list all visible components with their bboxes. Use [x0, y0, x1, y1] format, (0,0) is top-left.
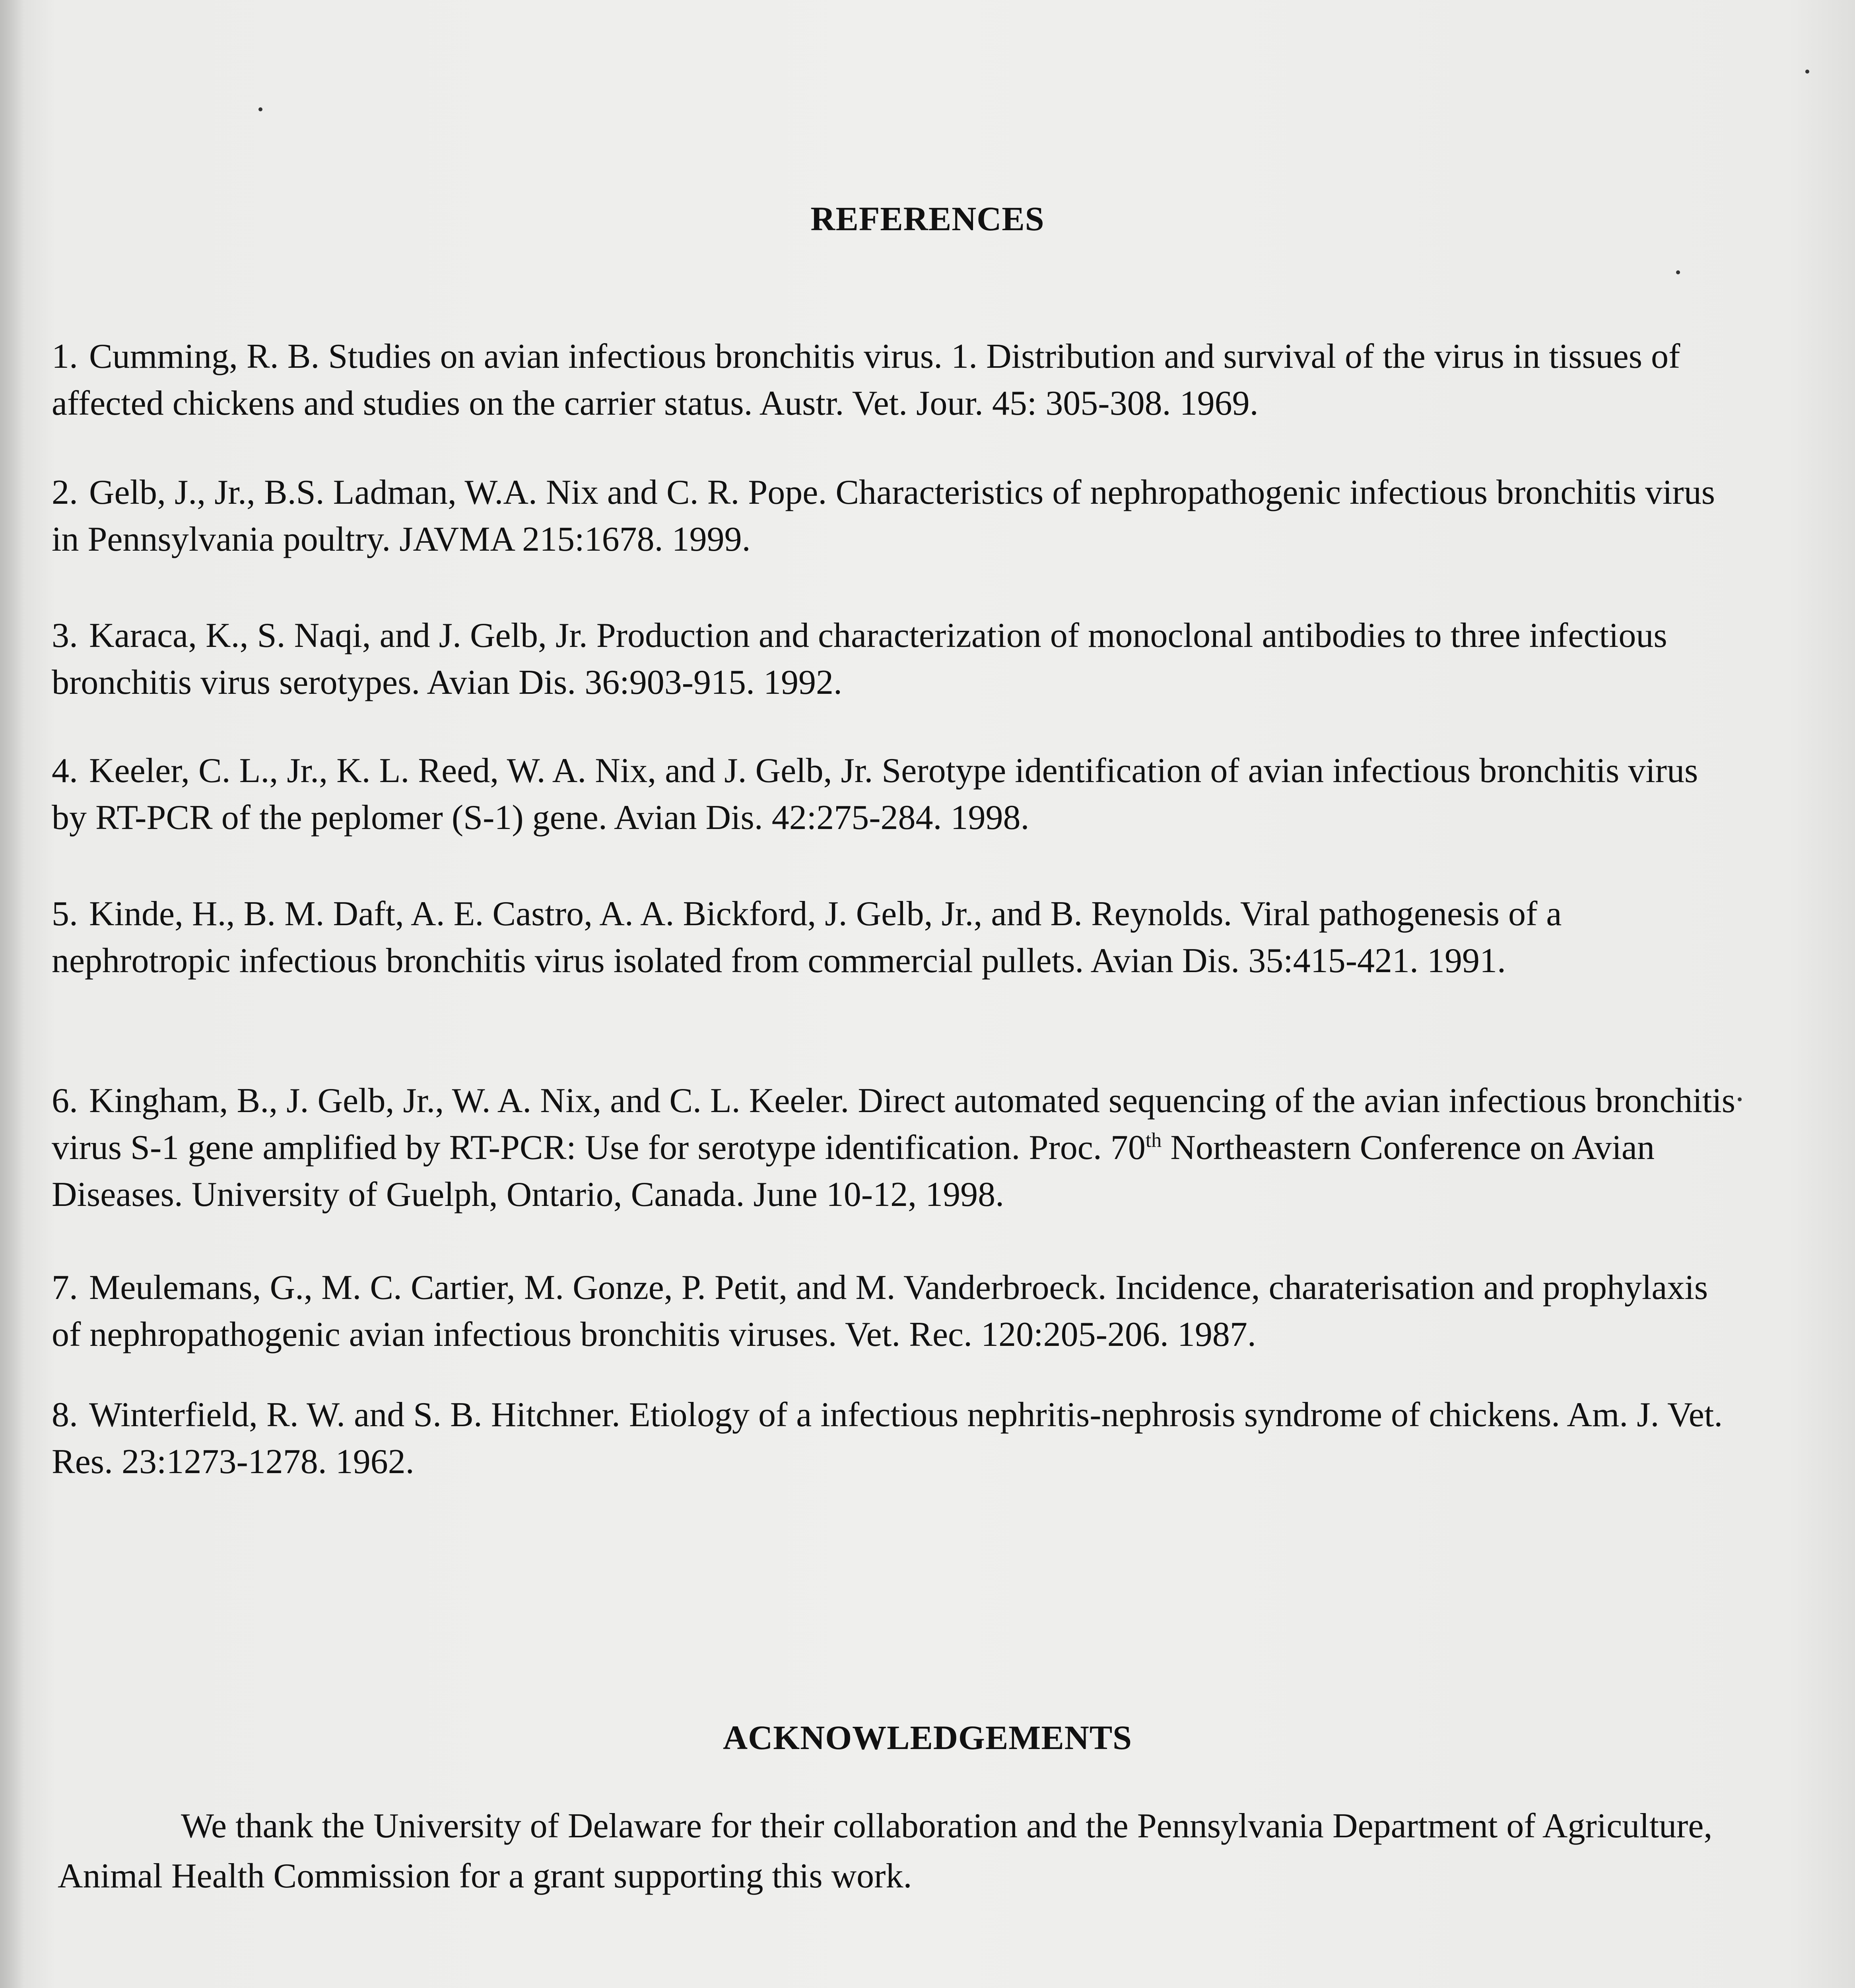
scan-edge-shadow: [0, 0, 24, 1988]
reference-text: Winterfield, R. W. and S. B. Hitchner. Etiology of a infectious nephritis-nephrosis syndrome of chickens. Am. J. Vet. Res. 23:1273-1278. 1962.: [52, 1396, 1723, 1481]
reference-number: 5.: [52, 895, 78, 933]
scan-speck: [1676, 270, 1680, 274]
acknowledgements-heading: ACKNOWLEDGEMENTS: [723, 1718, 1132, 1757]
references-heading: REFERENCES: [810, 200, 1045, 238]
reference-text: Kinde, H., B. M. Daft, A. E. Castro, A. A. Bickford, J. Gelb, Jr., and B. Reynolds. Viral pathogenesis of a nephrotropic infectious bronchitis virus isolated from commercial pullets. Avian Dis. 35:415-421. 1991.: [52, 895, 1562, 980]
acknowledgements-text: We thank the University of Delaware for their collaboration and the Pennsylvania Department of Agriculture, Animal Health Commission for a grant supporting this work.: [58, 1807, 1713, 1895]
reference-number: 7.: [52, 1268, 78, 1307]
scan-speck: [1738, 1097, 1742, 1101]
reference-number: 2.: [52, 473, 78, 512]
reference-text: Kingham, B., J. Gelb, Jr., W. A. Nix, and C. L. Keeler. Direct automated sequencing of the avian infectious bronchitis virus S-1 gene amplified by RT-PCR: Use for serotype identification. Proc. 70: [52, 1081, 1736, 1167]
reference-item-3: [52, 612, 1738, 706]
reference-number: 1.: [52, 337, 78, 376]
reference-text: Karaca, K., S. Naqi, and J. Gelb, Jr. Production and characterization of monoclonal antibodies to three infectious bronchitis virus serotypes. Avian Dis. 36:903-915. 1992.: [52, 616, 1667, 702]
reference-text: Keeler, C. L., Jr., K. L. Reed, W. A. Nix, and J. Gelb, Jr. Serotype identification of avian infectious bronchitis virus by RT-PCR of the peplomer (S-1) gene. Avian Dis. 42:275-284. 1998.: [52, 751, 1698, 837]
ordinal-suffix: th: [1145, 1129, 1162, 1152]
reference-item-8: [52, 1392, 1738, 1485]
scan-speck: [258, 107, 262, 111]
scan-speck: [1805, 70, 1809, 74]
reference-number: 3.: [52, 616, 78, 655]
reference-number: 6.: [52, 1081, 78, 1120]
reference-text: Cumming, R. B. Studies on avian infectious bronchitis virus. 1. Distribution and survival of the virus in tissues of affected chickens and studies on the carrier status. Austr. Vet. Jour. 45: 305-308. 1969.: [52, 337, 1680, 423]
reference-number: 8.: [52, 1396, 78, 1434]
reference-item-1: [52, 333, 1738, 427]
reference-item-7: [52, 1264, 1738, 1358]
reference-text: Meulemans, G., M. C. Cartier, M. Gonze, P. Petit, and M. Vanderbroeck. Incidence, charaterisation and prophylaxis of nephropathogenic avian infectious bronchitis viruses. Vet. Rec. 120:205-206. 1987.: [52, 1268, 1708, 1354]
reference-item-6: [52, 1077, 1738, 1218]
reference-item-2: [52, 469, 1738, 563]
reference-item-4: [52, 747, 1738, 841]
reference-text-continued: Northeastern Conference on Avian Diseases. University of Guelph, Ontario, Canada. June 10-12, 1998.: [52, 1128, 1655, 1214]
reference-number: 4.: [52, 751, 78, 790]
reference-item-5: [52, 891, 1738, 984]
reference-text: Gelb, J., Jr., B.S. Ladman, W.A. Nix and C. R. Pope. Characteristics of nephropathogenic infectious bronchitis virus in Pennsylvania poultry. JAVMA 215:1678. 1999.: [52, 473, 1715, 559]
